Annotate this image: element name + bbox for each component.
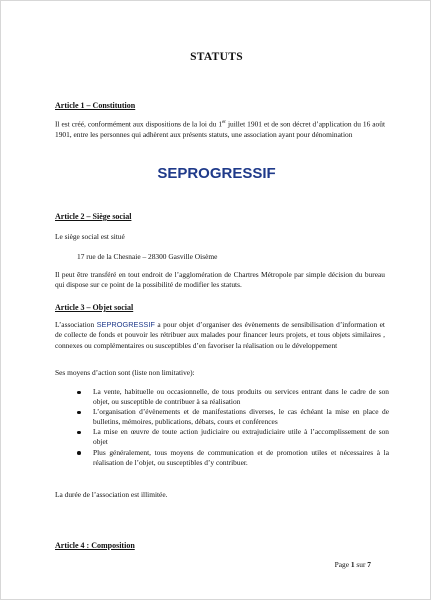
duration-text: La durée de l’association est illimitée. — [55, 490, 168, 499]
article-3-heading: Article 3 – Objet social — [55, 303, 134, 312]
means-item-text: Plus généralement, tous moyens de communication et de promotion utiles et nécessaires à la réalisation de l’objet, ou susceptibles d’y contribuer. — [93, 447, 389, 467]
article-4-heading: Article 4 : Composition — [55, 541, 135, 550]
article-2-transfer: Il peut être transféré en tout endroit de l’agglomération de Chartres Métropole par simple décision du bureau qui dispose sur ce point de la possibilité de modifier les statuts. — [55, 270, 385, 290]
means-item-text: L’organisation d’évènements et de manifestations diverses, le cas échéant la mise en place de bulletins, mémoires, publications, débats, cours et conférences — [93, 407, 389, 427]
means-list-item — [77, 407, 389, 427]
object-association-name: SEPROGRESSIF — [96, 320, 155, 329]
bullet-icon — [77, 391, 81, 395]
of-label: sur — [354, 560, 368, 569]
means-intro: Ses moyens d’action sont (liste non limitative): — [55, 368, 195, 377]
means-item-text: La mise en œuvre de toute action judiciaire ou extrajudiciaire utile à l’accomplissement de son objet — [93, 427, 389, 447]
means-list-item — [77, 448, 389, 468]
article-1-heading: Article 1 – Constitution — [55, 101, 136, 110]
means-list-item — [77, 427, 389, 447]
address: 17 rue de la Chesnaie – 28300 Gasville Oisème — [77, 252, 218, 261]
article-1-text-part2: juillet 1901 et de son décret d’application du 16 août 1901, entre les personnes qui adhèrent aux présents statuts, une association ayant pour dénomination — [55, 119, 385, 139]
page-number: 1 — [350, 560, 355, 569]
bullet-icon — [77, 411, 81, 415]
means-list-item — [77, 387, 389, 407]
article-1-superscript: er — [222, 120, 226, 125]
means-item-text: La vente, habituelle ou occasionnelle, de tous produits ou services entrant dans le cadre de son objet, ou susceptible de contribuer à sa réalisation — [93, 387, 389, 407]
bullet-icon — [77, 431, 81, 435]
total-pages: 7 — [367, 560, 371, 569]
document-title: STATUTS — [190, 51, 243, 63]
bullet-icon — [77, 451, 81, 455]
article-2-heading: Article 2 – Siège social — [55, 212, 132, 221]
page-footer — [335, 560, 371, 569]
means-list — [77, 387, 389, 468]
article-1-text — [55, 118, 385, 140]
object-text: a pour objet d’organiser des évènements de sensibilisation d’information et de collecte de fonds et pouvoir les rétribuer aux malades pour financer leurs projets, et tous objets similaires , connexes ou complémentaires ou susceptibles d’en favoriser la réalisation ou le développement — [55, 320, 385, 350]
object-prefix: L’association — [55, 320, 97, 329]
article-3-object — [55, 320, 385, 351]
association-name: SEPROGRESSIF — [157, 165, 276, 182]
article-1-text-part1: Il est créé, conformément aux dispositions de la loi du 1 — [55, 119, 223, 129]
page-label: Page — [334, 560, 351, 569]
article-2-intro: Le siège social est situé — [55, 232, 125, 241]
